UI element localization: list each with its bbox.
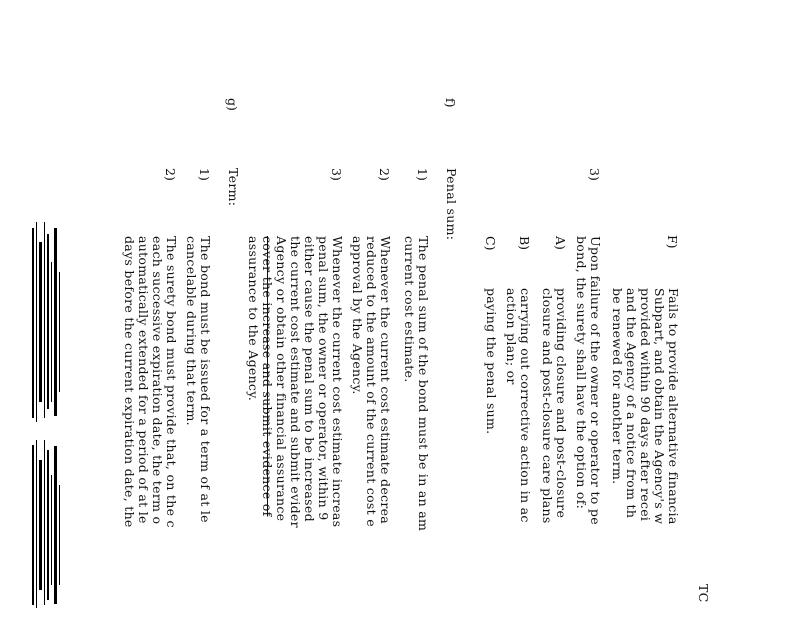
- item-B-line-2: action plan; or: [504, 288, 519, 385]
- penal-1-line-1: The penal sum of the bond must be in an am: [416, 236, 431, 532]
- item-f-line-5: be renewed for another term.: [610, 288, 625, 485]
- item-B-line-1: carrying out corrective action in ac: [518, 288, 533, 523]
- term-1-line-2: cancelable during that term.: [184, 236, 199, 426]
- penal-2-line-2: reduced to the amount of the current cost e: [364, 236, 379, 527]
- penal-2-line-3: approval by the Agency.: [350, 236, 365, 395]
- item-f-line-3: provided within 90 days after recei: [638, 288, 653, 522]
- item-f-line-4: and the Agency of a notice from th: [624, 288, 639, 519]
- penal-heading: Penal sum:: [444, 168, 459, 241]
- penal-3-line-4: the current cost estimate and submit evider: [288, 236, 303, 528]
- item-A-label: A): [553, 236, 568, 250]
- penal-1-label: 1): [415, 168, 430, 181]
- penal-3-line-5: Agency or obtain other financial assurance: [274, 236, 289, 522]
- term-2-line-3: automatically extended for a period of at le: [136, 236, 151, 524]
- item-C-line-1: paying the penal sum.: [484, 288, 499, 435]
- penal-3-line-1: Whenever the current cost estimate increas: [330, 236, 345, 528]
- header-fragment: TC: [696, 584, 711, 603]
- item-f-line-1: Fails to provide alternative financia: [666, 288, 681, 525]
- penal-2-label: 2): [377, 168, 392, 181]
- item-A-line-1: providing closure and post-closure: [554, 288, 569, 519]
- term-2-line-1: The surety bond must provide that, on the c: [164, 236, 179, 528]
- item-3-line-1: Upon failure of the owner or operator to pe: [588, 236, 603, 525]
- item-3-label: 3): [587, 168, 602, 181]
- penal-3-line-7: assurance to the Agency.: [246, 236, 261, 402]
- penal-3-label: 3): [329, 168, 344, 181]
- penal-1-line-2: current cost estimate.: [402, 236, 417, 383]
- item-C-label: C): [483, 236, 498, 251]
- penal-3-line-3: either cause the penal sum to be increased: [302, 236, 317, 522]
- term-1-line-1: The bond must be issued for a term of at le: [198, 236, 213, 523]
- item-f-label: F): [665, 235, 680, 249]
- penal-3-line-6-struck: cover the increase and submit evidence of: [260, 236, 275, 517]
- section-f-label: f): [443, 98, 458, 108]
- penal-2-line-1: Whenever the current cost estimate decrea: [378, 236, 393, 525]
- item-3-line-2: bond, the surety shall have the option of:: [574, 236, 589, 510]
- penal-3-line-2: penal sum, the owner or operator, within 9: [316, 236, 331, 521]
- term-2-line-2: each successive expiration date, the term o: [150, 236, 165, 525]
- item-f-line-2: Subpart, and obtain the Agency's w: [652, 288, 667, 525]
- term-heading: Term:: [226, 168, 241, 207]
- section-g-label: g): [225, 98, 240, 111]
- item-B-label: B): [517, 236, 532, 251]
- term-2-line-4: days before the current expiration date, the: [122, 236, 137, 528]
- item-A-line-2: closure and post-closure care plans: [540, 288, 555, 524]
- term-1-label: 1): [197, 168, 212, 181]
- term-2-label: 2): [163, 168, 178, 181]
